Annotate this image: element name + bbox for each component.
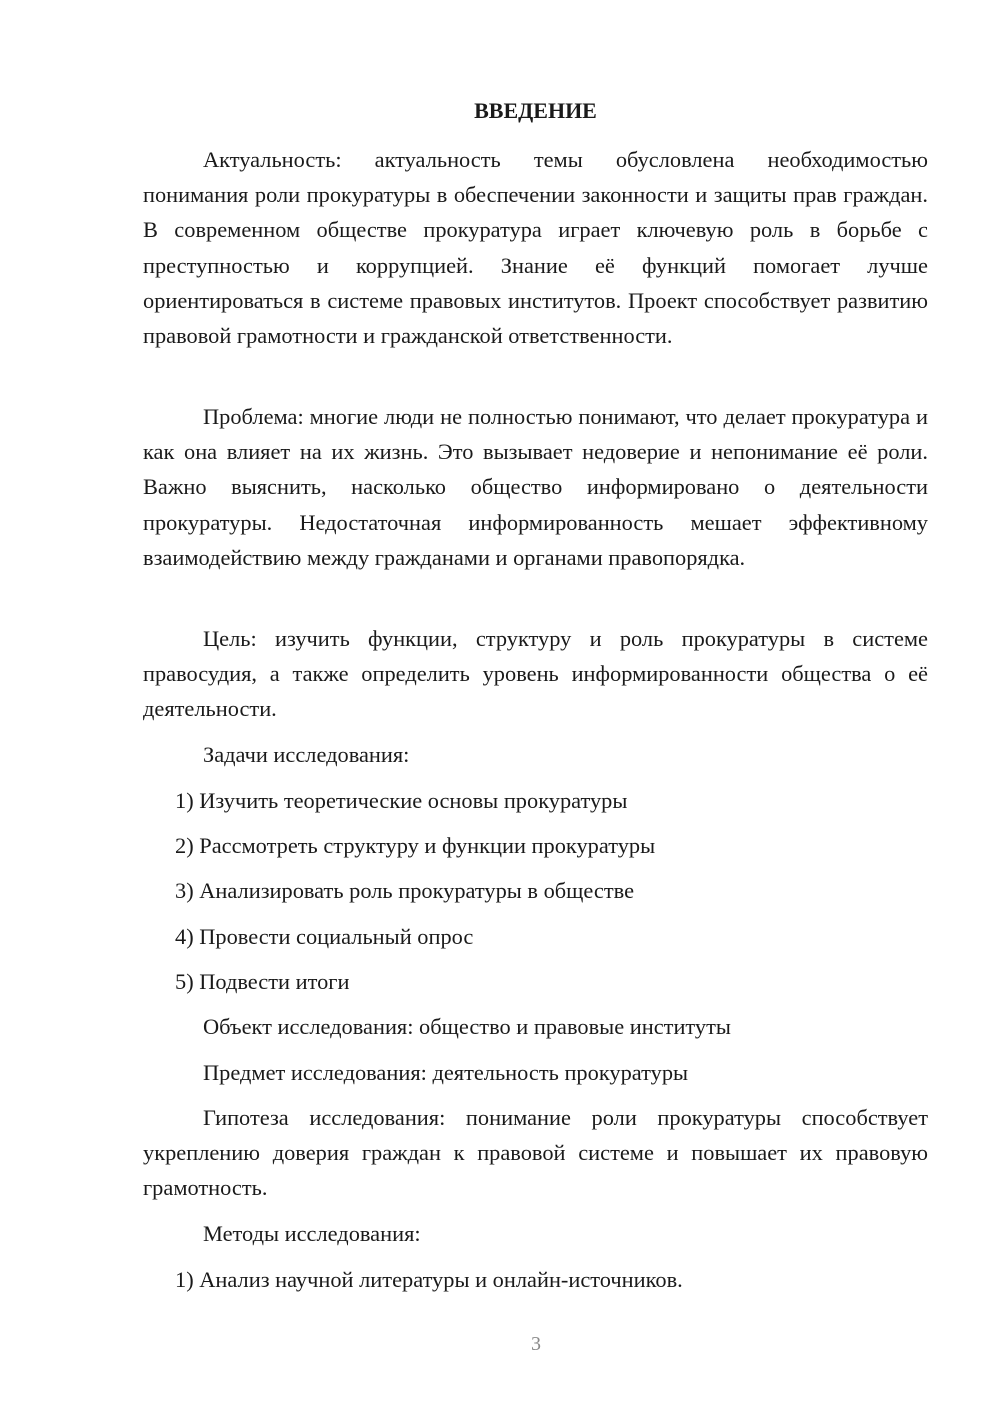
goal-paragraph: Цель: изучить функции, структуру и роль прокуратуры в системе правосудия, а также определить уровень информированности общества о её деятельности. bbox=[143, 626, 928, 722]
section-heading: ВВЕДЕНИЕ bbox=[474, 98, 597, 123]
tasks-heading: Задачи исследования: bbox=[203, 742, 410, 767]
relevance-paragraph: Актуальность: актуальность темы обусловлена необходимостью понимания роли прокуратуры в обеспечении законности и защиты прав граждан. В современном обществе прокуратура играет ключевую роль в борьбе с преступностью и коррупцией. Знание её функций помогает лучше ориентироваться в системе правовых институтов. Проект способствует развитию правовой грамотности и гражданской ответственности. bbox=[143, 147, 928, 349]
task-item: 2) Рассмотреть структуру и функции прокуратуры bbox=[175, 833, 656, 858]
method-item: 1) Анализ научной литературы и онлайн-источников. bbox=[175, 1267, 683, 1292]
methods-heading: Методы исследования: bbox=[203, 1221, 421, 1246]
task-item: 4) Провести социальный опрос bbox=[175, 924, 474, 949]
object-line: Объект исследования: общество и правовые институты bbox=[203, 1014, 731, 1039]
task-item: 3) Анализировать роль прокуратуры в обществе bbox=[175, 878, 635, 903]
page-number: 3 bbox=[531, 1333, 541, 1355]
task-item: 1) Изучить теоретические основы прокуратуры bbox=[175, 788, 628, 813]
problem-paragraph: Проблема: многие люди не полностью понимают, что делает прокуратура и как она влияет на их жизнь. Это вызывает недоверие и непонимание её роли. Важно выяснить, насколько общество информировано о деятельности прокуратуры. Недостаточная информированность мешает эффективному взаимодействию между гражданами и органами правопорядка. bbox=[143, 404, 928, 570]
task-item: 5) Подвести итоги bbox=[175, 969, 350, 994]
hypothesis-paragraph: Гипотеза исследования: понимание роли прокуратуры способствует укреплению доверия граждан к правовой системе и повышает их правовую грамотность. bbox=[143, 1105, 928, 1201]
subject-line: Предмет исследования: деятельность прокуратуры bbox=[203, 1060, 689, 1085]
